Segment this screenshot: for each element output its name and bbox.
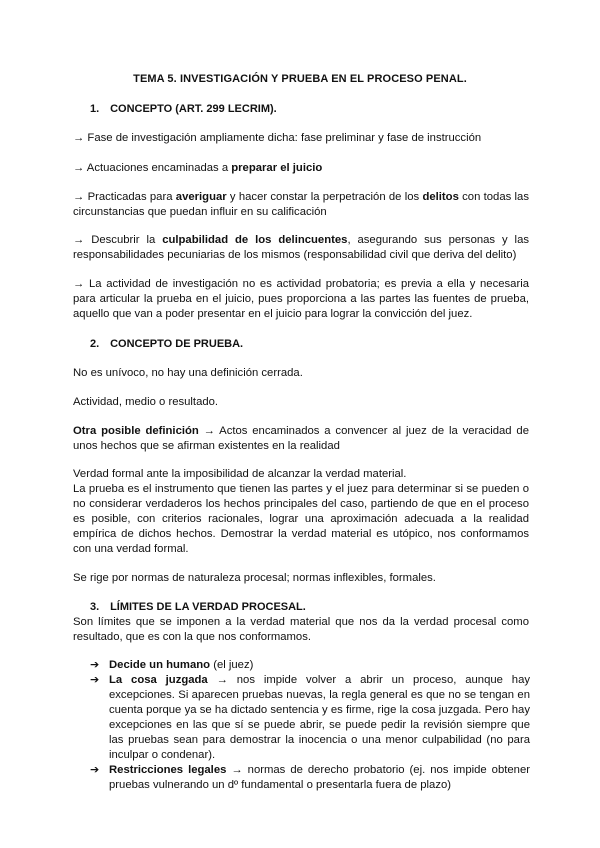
section-3-number: 3. [90,601,100,613]
s3-bullet-item [90,673,530,763]
s1-p2-text: → Actuaciones encaminadas a [73,162,232,174]
s1-p4-c: , asegurando sus personas y las responsabilidades pecuniarias de los mismos (responsabilidad civil que deriva del delito) [73,234,529,261]
section-2-heading [90,337,243,352]
s3-bullet-list [90,658,530,793]
arrow-bullet-icon: ➔ [90,764,100,776]
s1-p4-a: → Descubrir la [73,234,163,246]
s1-paragraph-5: → La actividad de investigación no es actividad probatoria; es previa a ella y necesaria para articular la prueba en el juicio, pues proporciona a las partes las fuentes de prueba, aquello que van a poder presentar en el juicio para lograr la convicción del juez. [73,278,529,320]
s1-p4-b: culpabilidad de los delincuentes [162,234,348,246]
s3-bullet-item [90,763,530,793]
s3-intro: Son límites que se imponen a la verdad material que nos da la verdad procesal como resultado, que es con la que nos conformamos. [73,616,529,643]
section-3-heading [90,600,306,615]
s1-paragraph-2 [73,161,529,176]
arrow-bullet-icon: ➔ [90,659,100,671]
document-title: TEMA 5. INVESTIGACIÓN Y PRUEBA EN EL PROCESO PENAL. [133,73,467,85]
s1-p3-c: y hacer constar la perpetración de los [226,191,423,203]
s1-p3-b: averiguar [175,191,227,203]
s2-paragraph-2: Actividad, medio o resultado. [73,396,219,408]
s3-bullet-1-bold: Decide un humano [109,659,211,671]
s1-p3-d: delitos [422,191,459,203]
s2-p3-rest: → Actos encaminados a convencer al juez de la veracidad de unos hechos que se afirman existentes en la realidad [73,425,529,452]
s2-paragraph-5: Se rige por normas de naturaleza procesal; normas inflexibles, formales. [73,572,436,584]
s3-bullet-1-rest: (el juez) [210,659,254,671]
s3-bullet-3-rest: → normas de derecho probatorio (ej. nos impide obtener pruebas vulnerando un dº fundamental o presentarla fuera de plazo) [109,764,530,791]
s2-paragraph-3 [73,424,529,454]
arrow-bullet-icon: ➔ [90,674,100,686]
s1-p2-bold: preparar el juicio [231,162,323,174]
s3-bullet-3-bold: Restricciones legales [109,764,227,776]
section-3-title: LÍMITES DE LA VERDAD PROCESAL. [110,601,306,613]
s2-paragraph-1: No es unívoco, no hay una definición cerrada. [73,367,303,379]
s1-p3-a: → Practicadas para [73,191,176,203]
section-1-title: CONCEPTO (ART. 299 LECRIM). [110,103,277,115]
section-1-heading [90,102,277,117]
section-2-title: CONCEPTO DE PRUEBA. [110,338,244,350]
s1-paragraph-3 [73,190,529,220]
section-1-number: 1. [90,103,100,115]
s3-bullet-2-bold: La cosa juzgada [109,674,208,686]
s1-p3-e: con todas las circunstancias que puedan influir en su calificación [73,191,529,218]
s2-p3-bold: Otra posible definición [73,425,199,437]
s2-paragraph-4-body: La prueba es el instrumento que tienen las partes y el juez para determinar si se pueden o no considerar verdaderos los hechos principales del caso, partiendo de que en el proceso es posible, con criterios racionales, lograr una aproximación adecuada a la realidad empírica de dichos hechos. Demostrar la verdad material es utópico, nos conformamos con una verdad formal. [73,483,529,555]
s1-paragraph-1: → Fase de investigación ampliamente dicha: fase preliminar y fase de instrucción [73,132,482,144]
s2-paragraph-4-lead: Verdad formal ante la imposibilidad de alcanzar la verdad material. [73,468,407,480]
section-2-number: 2. [90,338,100,350]
s3-bullet-2-rest: → nos impide volver a abrir un proceso, aunque hay excepciones. Si aparecen pruebas nuevas, la regla general es que no se tengan en cuenta porque ya se ha dictado sentencia y es firme, rige la cosa juzgada. Pero hay excepciones en las que sí se puede abrir, se puede pedir la revisión siempre que las pruebas sean para demostrar la inocencia o una menor culpabilidad (no para inculpar o condenar). [109,674,531,761]
s3-bullet-item [90,658,530,673]
s1-paragraph-4 [73,233,529,263]
